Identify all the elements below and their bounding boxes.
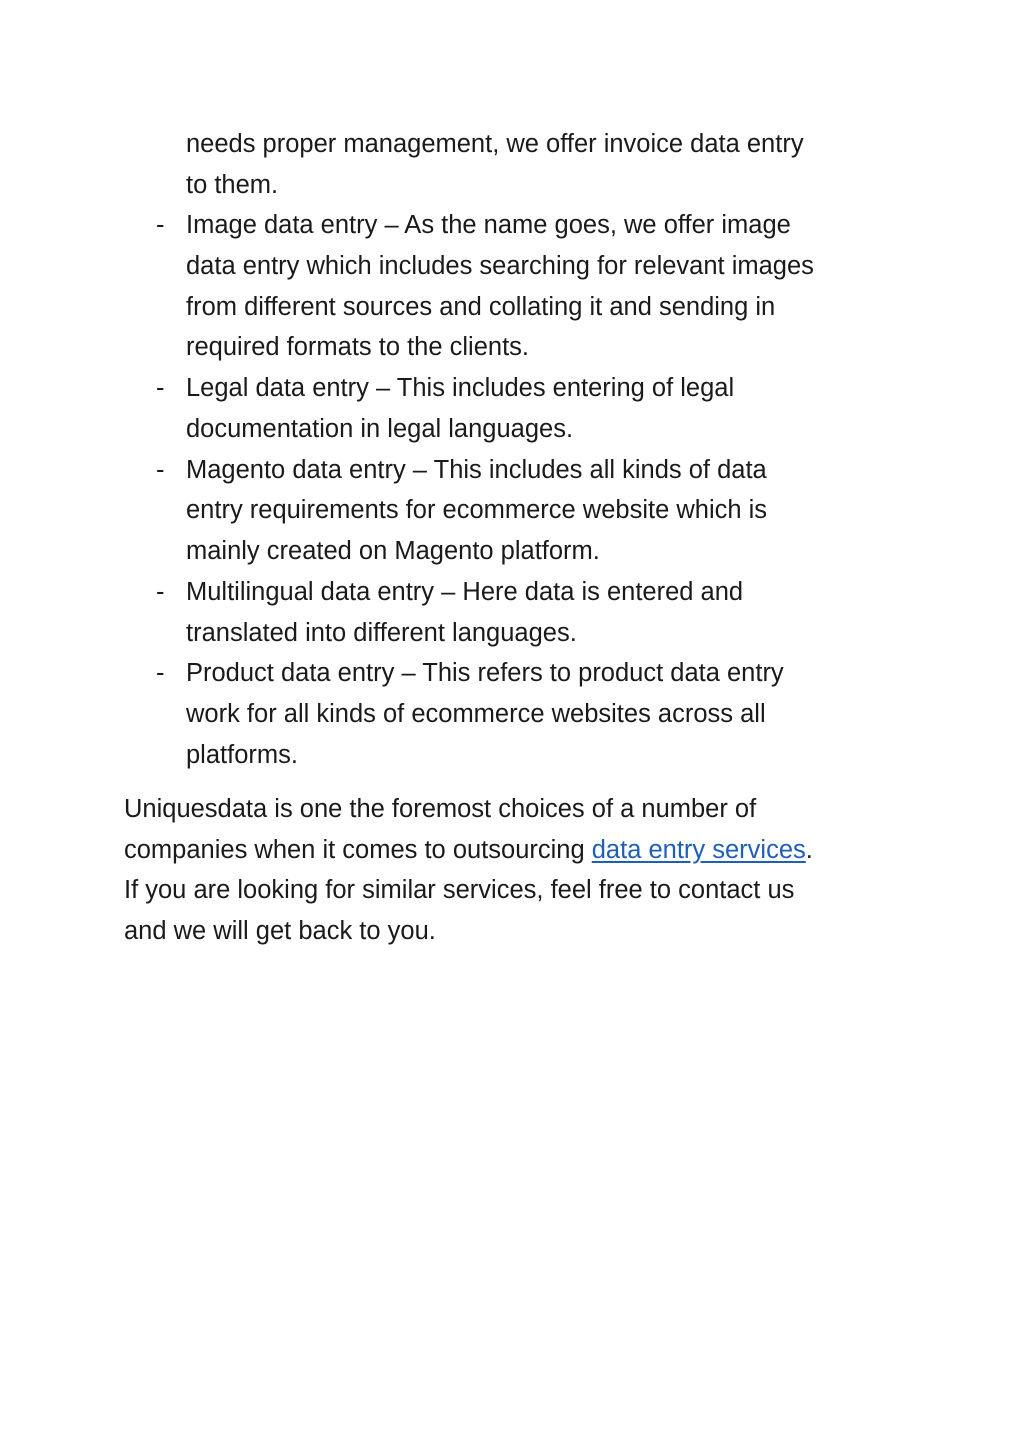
list-bullet: - <box>156 659 165 687</box>
closing-period: . <box>805 836 813 864</box>
list-item-line: entry requirements for ecommerce website which is <box>186 496 768 524</box>
list-item-line: documentation in legal languages. <box>186 415 574 443</box>
closing-line: Uniquesdata is one the foremost choices of a number of <box>124 795 757 823</box>
list-item-line: from different sources and collating it and sending in <box>186 293 776 321</box>
list-bullet: - <box>156 374 165 402</box>
list-item-line: Multilingual data entry – Here data is entered and <box>186 578 744 606</box>
list-bullet: - <box>156 456 165 484</box>
list-item-line: work for all kinds of ecommerce websites across all <box>186 700 766 728</box>
closing-line <box>124 830 813 871</box>
list-item-line: data entry which includes searching for relevant images <box>186 252 814 280</box>
list-item-line: Product data entry – This refers to product data entry <box>186 659 784 687</box>
list-item-line: mainly created on Magento platform. <box>186 537 600 565</box>
intro-line: needs proper management, we offer invoice data entry <box>186 130 804 158</box>
closing-line: and we will get back to you. <box>124 917 436 945</box>
list-bullet: - <box>156 211 165 239</box>
list-item-line: required formats to the clients. <box>186 333 529 361</box>
list-item-line: platforms. <box>186 741 298 769</box>
list-item-line: translated into different languages. <box>186 619 577 647</box>
intro-line: to them. <box>186 171 279 199</box>
list-item-line: Magento data entry – This includes all kinds of data <box>186 456 767 484</box>
closing-text: companies when it comes to outsourcing <box>124 836 592 864</box>
data-entry-services-link[interactable]: data entry services <box>591 836 806 864</box>
list-item-line: Legal data entry – This includes entering of legal <box>186 374 735 402</box>
list-bullet: - <box>156 578 165 606</box>
closing-line: If you are looking for similar services, feel free to contact us <box>124 876 795 904</box>
list-item-line: Image data entry – As the name goes, we offer image <box>186 211 791 239</box>
